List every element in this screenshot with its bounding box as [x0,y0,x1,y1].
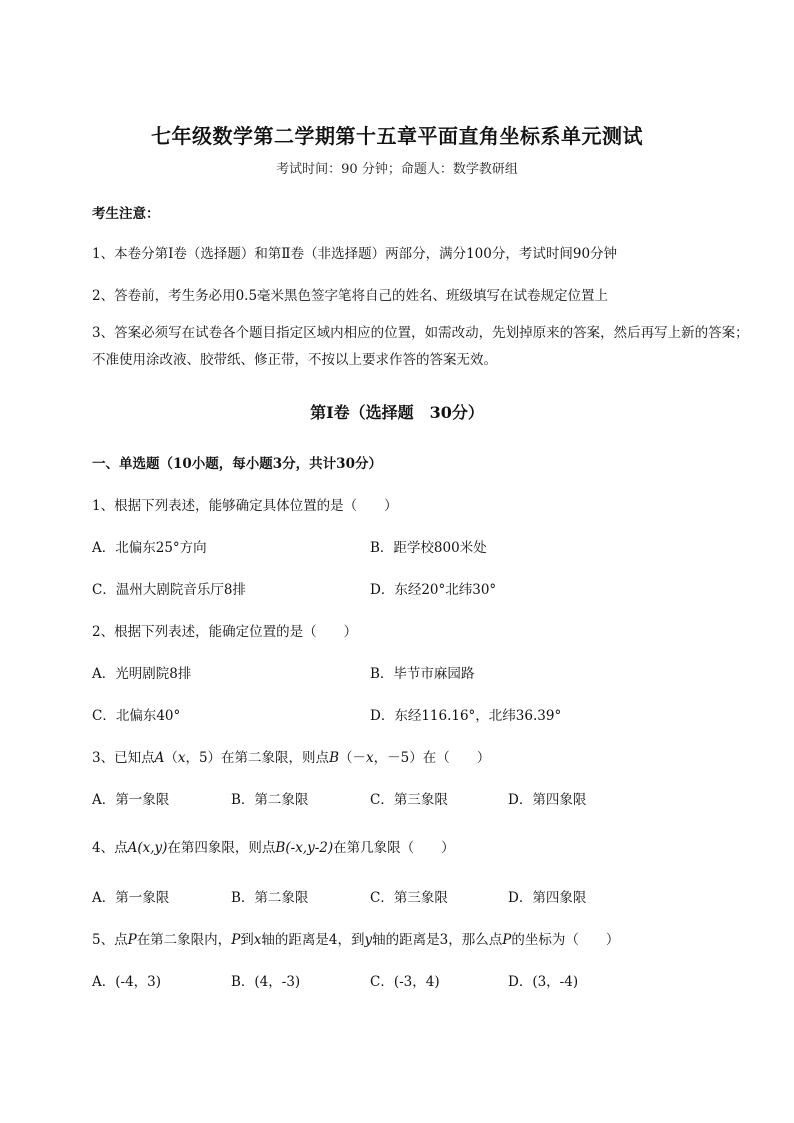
q3-text: 3、已知点 [92,750,155,766]
question-2-option-c[interactable]: C．北偏东40° [92,708,181,724]
question-1-option-b[interactable]: B．距学校800米处 [370,540,487,556]
question-5-option-a[interactable]: A．(-4，3) [92,974,162,990]
question-3-option-b[interactable]: B．第二象限 [231,792,309,808]
q4-text: 4、点 [92,840,128,856]
question-3-option-a[interactable]: A．第一象限 [92,792,170,808]
q3-var: A [154,750,165,766]
q3-var: x [365,750,374,766]
exam-title: 七年级数学第二学期第十五章平面直角坐标系单元测试 [151,124,643,148]
question-2-option-b[interactable]: B．毕节市麻园路 [370,666,475,682]
notice-item-3: 3、答案必须写在试卷各个题目指定区域内相应的位置，如需改动，先划掉原来的答案，然后再写上新的答案；不准使用涂改液、胶带纸、修正带，不按以上要求作答的答案无效。 [92,325,749,368]
question-1-option-a[interactable]: A．北偏东25°方向 [92,540,207,556]
part-heading: 一、单选题（10小题，每小题3分，共计30分） [92,456,382,472]
question-4-stem [92,836,455,856]
question-5-stem [92,928,619,948]
question-5-option-b[interactable]: B．(4，-3) [231,974,301,990]
q5-var: P [231,932,241,948]
q3-text: （ [164,750,178,766]
question-3-option-d[interactable]: D．第四象限 [508,792,587,808]
question-3-option-c[interactable]: C．第三象限 [370,792,448,808]
notice-item-2: 2、答卷前，考生务必用0.5毫米黑色签字笔将自己的姓名、班级填写在试卷规定位置上 [92,288,609,304]
q3-text: ，－5）在（ ） [373,750,491,766]
q3-text: ，5）在第二象限，则点 [185,750,330,766]
q5-text: 的坐标为（ ） [511,932,620,948]
q5-text: 轴的距离是3，那么点 [372,932,503,948]
q5-text: 5、点 [92,932,128,948]
q5-var: P [502,932,512,948]
q5-text: 到 [240,932,254,948]
question-2-stem: 2、根据下列表述，能确定位置的是（ ） [92,624,358,640]
notice-heading: 考生注意： [92,206,160,222]
question-2-option-d[interactable]: D．东经116.16°，北纬36.39° [370,708,562,724]
question-1-option-c[interactable]: C．温州大剧院音乐厅8排 [92,582,246,598]
exam-subtitle: 考试时间：90 分钟；命题人：数学教研组 [276,162,518,177]
q4-text: 在第四象限，则点 [167,840,276,856]
q3-var: B [329,750,339,766]
question-1-option-d[interactable]: D．东经20°北纬30° [370,582,497,598]
q5-var: x [253,932,262,948]
q5-var: y [364,932,373,948]
question-5-option-c[interactable]: C．(-3，4) [370,974,440,990]
question-4-option-b[interactable]: B．第二象限 [231,890,309,906]
question-3-stem [92,746,490,766]
notice-item-1: 1、本卷分第Ⅰ卷（选择题）和第Ⅱ卷（非选择题）两部分，满分100分，考试时间90分钟 [92,246,618,262]
q4-formula: B(-x,y-2) [275,840,334,856]
question-2-option-a[interactable]: A．光明剧院8排 [92,666,192,682]
q5-var: P [127,932,137,948]
q3-text: （－ [338,750,366,766]
question-1-stem: 1、根据下列表述，能够确定具体位置的是（ ） [92,498,398,514]
q5-text: 在第二象限内， [136,932,232,948]
question-4-option-d[interactable]: D．第四象限 [508,890,587,906]
question-4-option-c[interactable]: C．第三象限 [370,890,448,906]
question-4-option-a[interactable]: A．第一象限 [92,890,170,906]
q5-text: 轴的距离是4，到 [261,932,365,948]
q4-text: 在第几象限（ ） [333,840,455,856]
section-title: 第Ⅰ卷（选择题 30分） [310,403,484,422]
question-5-option-d[interactable]: D．(3，-4) [508,974,579,990]
q4-formula: A(x,y) [127,840,168,856]
q3-var: x [177,750,186,766]
